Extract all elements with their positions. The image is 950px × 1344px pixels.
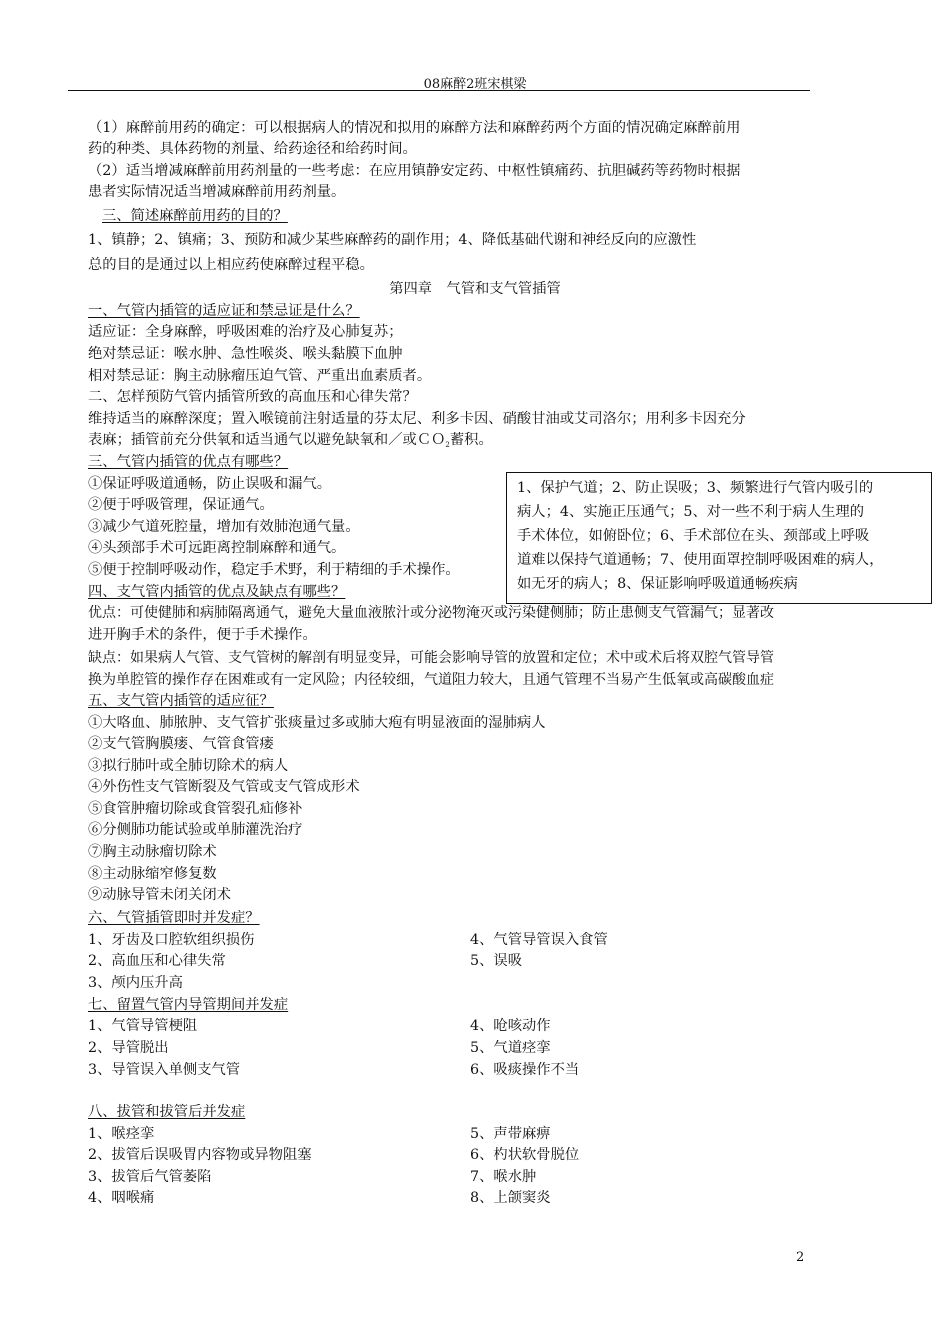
list-item: ②支气管胸膜瘘、气管食管瘘 — [88, 736, 274, 752]
list-item: 6、吸痰操作不当 — [470, 1062, 580, 1078]
textbox-line: 1、保护气道；2、防止误吸；3、频繁进行气管内吸引的 — [517, 480, 874, 496]
list-item: ⑤食管肿瘤切除或食管裂孔疝修补 — [88, 801, 303, 817]
section-heading: 八、拔管和拔管后并发症 — [88, 1104, 246, 1120]
list-item: ③减少气道死腔量，增加有效肺泡通气量。 — [88, 519, 360, 535]
list-item: ②便于呼吸管理，保证通气。 — [88, 497, 274, 513]
co2-line-tail: 蓄积。 — [449, 432, 493, 448]
list-item: ⑨动脉导管未闭关闭术 — [88, 887, 231, 903]
list-item: ③拟行肺叶或全肺切除术的病人 — [88, 758, 289, 774]
section-heading: 五、支气管内插管的适应征？ — [88, 693, 274, 709]
list-item: 2、拔管后误吸胃内容物或异物阻塞 — [88, 1147, 312, 1163]
list-item: 8、上颌窦炎 — [470, 1190, 551, 1206]
paragraph-line: 总的目的是通过以上相应药使麻醉过程平稳。 — [88, 257, 374, 273]
textbox-line: 病人；4、实施正压通气；5、对一些不利于病人生理的 — [517, 504, 865, 520]
section-heading: 三、简述麻醉前用药的目的？ — [102, 208, 288, 224]
list-item: ④头颈部手术可远距离控制麻醉和通气。 — [88, 540, 346, 556]
co2-subscript: 2 — [445, 441, 450, 449]
list-item: 6、杓状软骨脱位 — [470, 1147, 580, 1163]
page-header: 08麻醉2班宋棋梁 — [423, 77, 527, 92]
list-item: 1、气管导管梗阻 — [88, 1018, 198, 1034]
section-heading: 六、气管插管即时并发症？ — [88, 910, 260, 926]
list-item: 5、声带麻痹 — [470, 1126, 551, 1142]
paragraph-line: 绝对禁忌证：喉水肿、急性喉炎、喉头黏膜下血肿 — [88, 346, 403, 362]
paragraph-line: 维持适当的麻醉深度；置入喉镜前注射适量的芬太尼、利多卡因、硝酸甘油或艾司洛尔；用利多卡因充分 — [88, 411, 746, 427]
list-item: 4、咽喉痛 — [88, 1190, 155, 1206]
co2-line-text: 表麻；插管前充分供氧和适当通气以避免缺氧和／或ＣＯ — [88, 432, 446, 448]
page-number: 2 — [796, 1250, 805, 1265]
paragraph-line: 进开胸手术的条件，便于手术操作。 — [88, 627, 317, 643]
list-item: 3、导管误入单侧支气管 — [88, 1062, 241, 1078]
list-item: ⑧主动脉缩窄修复数 — [88, 866, 217, 882]
list-item: ⑦胸主动脉瘤切除术 — [88, 844, 217, 860]
list-item: ⑥分侧肺功能试验或单肺灌洗治疗 — [88, 822, 303, 838]
list-item: 2、高血压和心律失常 — [88, 953, 226, 969]
textbox-line: 手术体位，如俯卧位；6、手术部位在头、颈部或上呼吸 — [517, 528, 870, 544]
textbox-line: 道难以保持气道通畅；7、使用面罩控制呼吸困难的病人， — [517, 552, 884, 568]
header-rule — [68, 90, 810, 91]
list-item: 3、拔管后气管萎陷 — [88, 1169, 212, 1185]
chapter-title: 第四章 气管和支气管插管 — [389, 281, 561, 297]
paragraph-line: （2）适当增减麻醉前用药剂量的一些考虑：在应用镇静安定药、中枢性镇痛药、抗胆碱药等药物时根据 — [88, 163, 741, 179]
paragraph-line: 药的种类、具体药物的剂量、给药途径和给药时间。 — [88, 141, 417, 157]
list-item: 2、导管脱出 — [88, 1040, 169, 1056]
section-heading: 二、怎样预防气管内插管所致的高血压和心律失常？ — [88, 389, 417, 405]
section-heading: 一、气管内插管的适应证和禁忌证是什么？ — [88, 303, 360, 319]
list-item: ①保证呼吸道通畅，防止误吸和漏气。 — [88, 476, 332, 492]
list-item: 5、误吸 — [470, 953, 522, 969]
list-item: 3、颅内压升高 — [88, 975, 183, 991]
paragraph-line: 1、镇静；2、镇痛；3、预防和减少某些麻醉药的副作用；4、降低基础代谢和神经反向的应激性 — [88, 232, 697, 248]
indications-textbox — [506, 472, 932, 604]
paragraph-line: 患者实际情况适当增减麻醉前用药剂量。 — [88, 184, 346, 200]
section-heading: 四、支气管内插管的优点及缺点有哪些？ — [88, 584, 346, 600]
paragraph-line: （1）麻醉前用药的确定：可以根据病人的情况和拟用的麻醉方法和麻醉药两个方面的情况确定麻醉前用 — [88, 120, 741, 136]
list-item: ①大咯血、肺脓肿、支气管扩张痰量过多或肺大疱有明显液面的湿肺病人 — [88, 715, 546, 731]
section-heading: 七、留置气管内导管期间并发症 — [88, 997, 289, 1013]
section-heading: 三、气管内插管的优点有哪些？ — [88, 454, 289, 470]
list-item: 1、牙齿及口腔软组织损伤 — [88, 932, 255, 948]
paragraph-line: 优点：可使健肺和病肺隔离通气，避免大量血液脓汁或分泌物淹灭或污染健侧肺；防止患侧支气管漏气；显著改 — [88, 605, 774, 621]
list-item: ④外伤性支气管断裂及气管或支气管成形术 — [88, 779, 360, 795]
textbox-line: 如无牙的病人；8、保证影响呼吸道通畅疾病 — [517, 576, 798, 592]
paragraph-line: 适应证：全身麻醉，呼吸困难的治疗及心肺复苏； — [88, 324, 403, 340]
list-item: ⑤便于控制呼吸动作，稳定手术野，利于精细的手术操作。 — [88, 562, 460, 578]
paragraph-line: 相对禁忌证：胸主动脉瘤压迫气管、严重出血素质者。 — [88, 368, 432, 384]
paragraph-line: 缺点：如果病人气管、支气管树的解剖有明显变异，可能会影响导管的放置和定位；术中或术后将双腔气管导管 — [88, 650, 774, 666]
list-item: 4、呛咳动作 — [470, 1018, 551, 1034]
list-item: 5、气道痉挛 — [470, 1040, 551, 1056]
list-item: 1、喉痉挛 — [88, 1126, 155, 1142]
list-item: 4、气管导管误入食管 — [470, 932, 608, 948]
paragraph-line: 换为单腔管的操作存在困难或有一定风险；内径较细，气道阻力较大，且通气管理不当易产生低氧或高碳酸血症 — [88, 672, 774, 688]
list-item: 7、喉水肿 — [470, 1169, 537, 1185]
